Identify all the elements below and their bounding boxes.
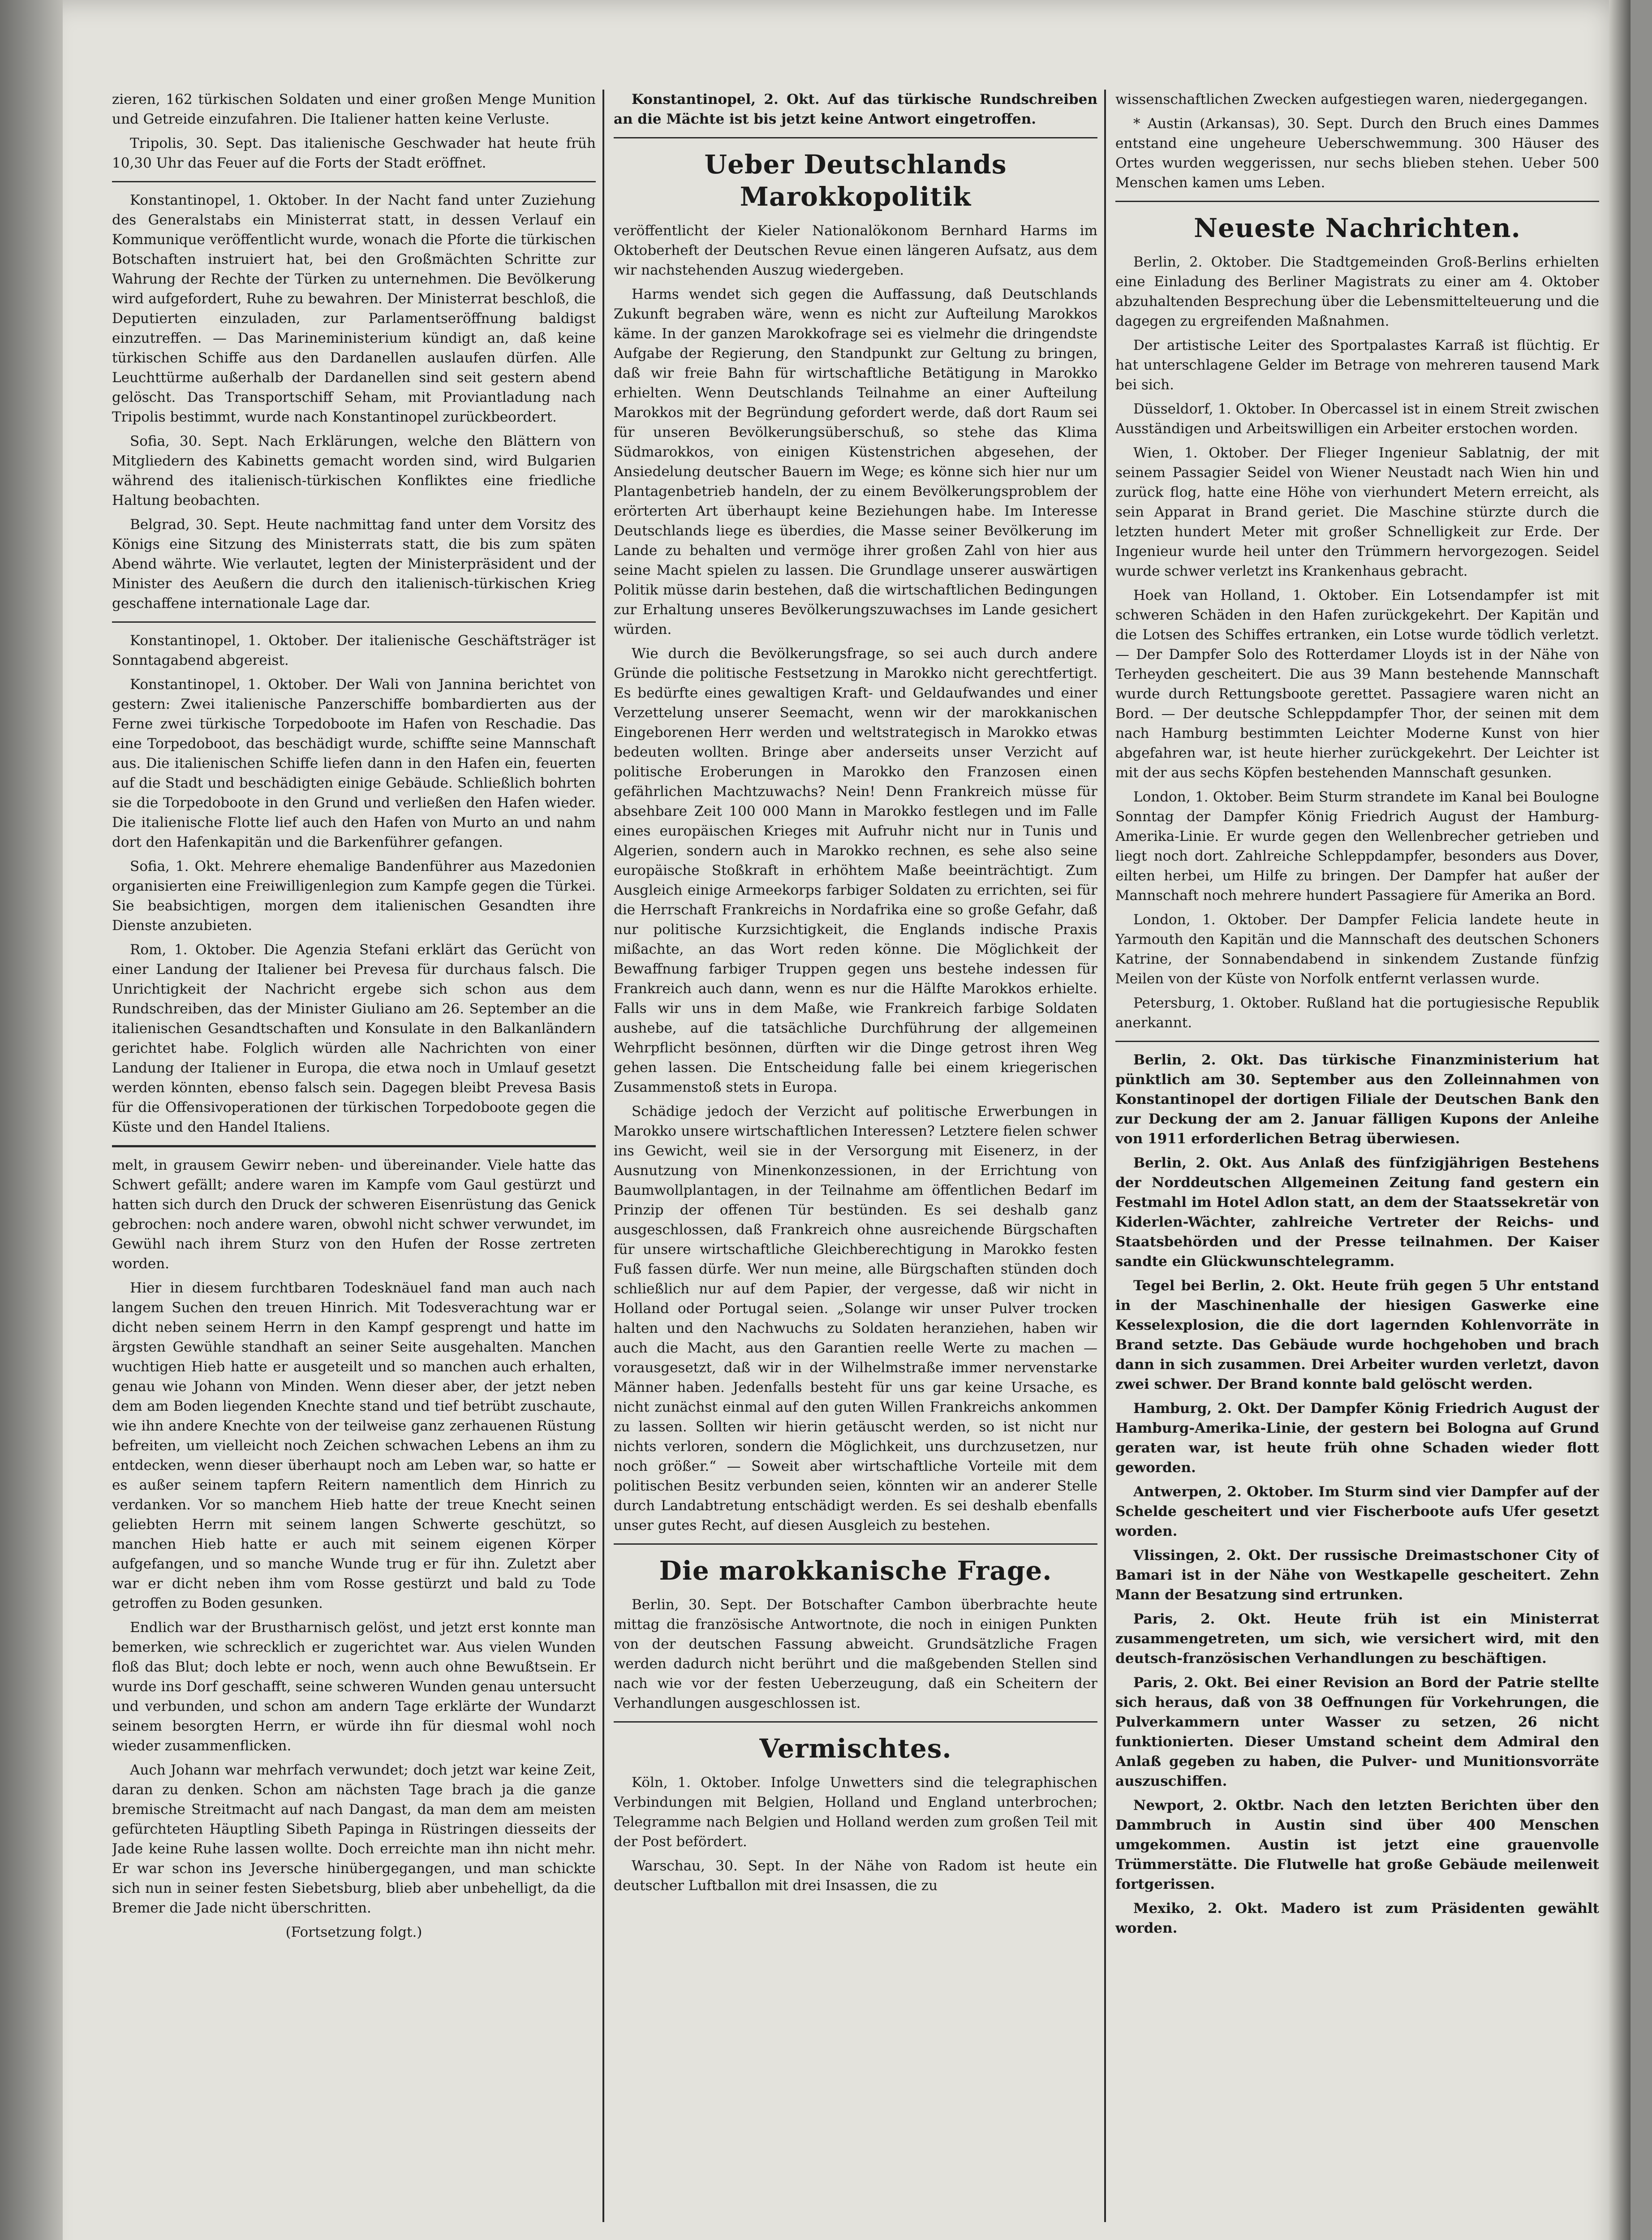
telegram-item: Antwerpen, 2. Oktober. Im Sturm sind vier Dampfer auf der Schelde gescheitert und vier Fischerboote aufs Ufer gesetzt worden. bbox=[1115, 1484, 1599, 1539]
telegram-item: Paris, 2. Okt. Heute früh ist ein Ministerrat zusammengetreten, um sich, wie versichert wird, mit den deutsch-französischen Verhandlungen zu beschäftigen. bbox=[1115, 1611, 1599, 1667]
section-divider bbox=[1115, 1041, 1599, 1042]
news-item: Wien, 1. Oktober. Der Flieger Ingenieur Sablatnig, der mit seinem Passagier Seidel von Wiener Neustadt nach Wien hin und zurück flog, hatte eine Höhe von vierhundert Metern erreicht, als sein Apparat in Brand geriet. Die Maschine stürzte durch die letzten hundert Meter mit großer Schnelligkeit zur Erde. Der Ingenieur wurde heil unter den Trümmern hervorgezogen. Seidel wurde schwer verletzt ins Krankenhaus gebracht. bbox=[1115, 445, 1599, 579]
news-item: Düsseldorf, 1. Oktober. In Obercassel ist in einem Streit zwischen Ausständigen und Arbeitswilligen ein Arbeiter erstochen worden. bbox=[1115, 401, 1599, 437]
article-paragraph: wissenschaftlichen Zwecken aufgestiegen waren, niedergegangen. bbox=[1115, 91, 1588, 108]
telegram-item: Mexiko, 2. Okt. Madero ist zum Präsidenten gewählt worden. bbox=[1115, 1900, 1599, 1936]
article-paragraph: Konstantinopel, 1. Oktober. Der italienische Geschäftsträger ist Sonntagabend abgereist. bbox=[112, 633, 596, 668]
telegram-item: Tegel bei Berlin, 2. Okt. Heute früh gegen 5 Uhr entstand in der Maschinenhalle der hiesigen Gaswerke eine Kesselexplosion, die die dort lagernden Kohlenvorräte in Brand setzte. Das Gebäude wurde hochgehoben und brach dann in sich zusammen. Drei Arbeiter wurden verletzt, davon zwei schwer. Der Brand konnte bald gelöscht werden. bbox=[1115, 1278, 1599, 1392]
feuilleton-divider bbox=[112, 1145, 596, 1147]
continuation-note: (Fortsetzung folgt.) bbox=[285, 1924, 422, 1940]
serial-paragraph: melt, in grausem Gewirr neben- und übereinander. Viele hatte das Schwert gefällt; andere waren im Kampfe vom Gaul gestürzt und hatten sich durch den Druck der schweren Eisenrüstung das Genick gebrochen: noch andere waren, obwohl nicht schwer verwundet, im Gewühl nach ihrem Sturz von den Hufen der Rosse zertreten worden. bbox=[112, 1157, 596, 1272]
section-divider bbox=[112, 621, 596, 623]
article-paragraph: * Austin (Arkansas), 30. Sept. Durch den Bruch eines Dammes entstand eine ungeheure Ueberschwemmung. 300 Häuser des Ortes wurden weggerissen, nur sechs blieben stehen. Ueber 500 Menschen kamen ums Leben. bbox=[1115, 116, 1599, 191]
column-middle bbox=[614, 90, 1097, 2222]
serial-paragraph: Hier in diesem furchtbaren Todesknäuel fand man auch nach langem Suchen den treuen Hinrich. Mit Todesverachtung war er dicht neben seinem Herrn in den Kampf gesprengt und hatte im ärgsten Gewühle standhaft an seiner Seite ausgehalten. Manchen wuchtigen Hieb hatte er ausgeteilt und so manchen auch erhalten, genau wie Johann von Minden. Wenn dieser aber, der jetzt neben dem am Boden liegenden Knechte stand und tief betrübt zuschaute, wie ihn andere Knechte von der teilweise ganz zerhauenen Rüstung befreiten, um vielleicht noch Zeichen schwachen Lebens an ihm zu entdecken, wenn dieser überhaupt noch am Leben war, so hatte er es außer seinem tapfern Reitern namentlich dem Hinrich zu verdanken. Vor so manchem Hieb hatte der treue Knecht seinen geliebten Herrn mit seinem langen Schwerte geschützt, so manchen Hieb hatte er auch mit seinem eigenen Körper aufgefangen, und so manche Wunde trug er für ihn. Zuletzt aber war er dicht neben ihm vom Rosse gestürzt und bald zu Tode getroffen zu Boden gesunken. bbox=[112, 1280, 596, 1611]
heading-neueste-nachrichten: Neueste Nachrichten. bbox=[1194, 213, 1521, 243]
column-left bbox=[112, 90, 596, 2222]
article-paragraph: Belgrad, 30. Sept. Heute nachmittag fand unter dem Vorsitz des Königs eine Sitzung des Ministerrats statt, die bis zum späten Abend währte. Wie verlautet, legten der Ministerpräsident und der Minister des Aeußern die durch den italienisch-türkischen Krieg geschaffene internationale Lage dar. bbox=[112, 517, 596, 612]
news-item: Hoek van Holland, 1. Oktober. Ein Lotsendampfer ist mit schweren Schäden in den Hafen zurückgekehrt. Der Kapitän und die Lotsen des Schiffes ertranken, ein Lotse wurde tödlich verletzt. — Der Dampfer Solo des Rotterdamer Lloyds ist in der Nähe von Terheyden gescheitert. Die aus 39 Mann bestehende Mannschaft wurde durch Rettungsboote gerettet. Passagiere waren nicht an Bord. — Der deutsche Schleppdampfer Thor, der seinen mit dem nach Hamburg bestimmten Leichter Moderne Kunst von hier abgefahren war, ist heute hierher zurückgekehrt. Der Leichter ist mit der aus sechs Köpfen bestehenden Mannschaft gesunken. bbox=[1115, 587, 1599, 781]
news-item: Petersburg, 1. Oktober. Rußland hat die portugiesische Republik anerkannt. bbox=[1115, 995, 1599, 1031]
article-paragraph: Harms wendet sich gegen die Auffassung, daß Deutschlands Zukunft begraben wäre, wenn es nicht zur Aufteilung Marokkos käme. In der ganzen Marokkofrage sei es vielmehr die dringendste Aufgabe der Regierung, den Standpunkt zur Geltung zu bringen, daß wir freie Bahn für wirtschaftliche Betätigung in Marokko erhielten. Wenn Deutschlands Teilnahme an einer Aufteilung Marokkos mit der Begründung gefordert werde, daß dort Raum sei für unseren Bevölkerungsüberschuß, so stehe das Klima Südmarokkos, von einigen Küstenstrichen abgesehen, der Ansiedelung deutscher Bauern im Wege; es könne sich hier nur um Plantagenbetrieb handeln, der zu einem Bevölkerungsproblem der erörterten Art überhaupt keine Beziehungen habe. Im Interesse Deutschlands liege es überdies, die Masse seiner Bevölkerung im Lande zu behalten und vermöge ihrer großen Zahl von hier aus seine Macht spielen zu lassen. Die Grundlage unserer auswärtigen Politik müsse darin bestehen, daß die wirtschaftlichen Bedingungen zur Erhaltung unseres Bevölkerungszuwachses im Lande gesichert würden. bbox=[614, 286, 1097, 638]
article-paragraph: zieren, 162 türkischen Soldaten und einer großen Menge Munition und Getreide einzufahren. Die Italiener hatten keine Verluste. bbox=[112, 91, 596, 127]
article-paragraph: Tripolis, 30. Sept. Das italienische Geschwader hat heute früh 10,30 Uhr das Feuer auf die Forts der Stadt eröffnet. bbox=[112, 135, 596, 171]
article-paragraph: veröffentlicht der Kieler Nationalökonom Bernhard Harms im Oktoberheft der Deutschen Revue einen längeren Aufsatz, aus dem wir nachstehenden Auszug wiedergeben. bbox=[614, 223, 1097, 278]
heading-marokkanische-frage: Die marokkanische Frage. bbox=[659, 1555, 1052, 1586]
heading-vermischtes: Vermischtes. bbox=[759, 1733, 952, 1764]
article-paragraph: Schädige jedoch der Verzicht auf politische Erwerbungen in Marokko unsere wirtschaftlichen Interessen? Letztere fielen schwer ins Gewicht, weil sie in der Versorgung mit Eisenerz, in der Ausnutzung von Minenkonzessionen, in der Errichtung von Baumwollplantagen, in der Teilnahme am öffentlichen Bedarf im Prinzip der offenen Tür bestünden. Es sei deshalb ganz ausgeschlossen, daß Frankreich ohne ausreichende Bürgschaften für unsere wirtschaftliche Gleichberechtigung in Marokko festen Fuß fassen dürfe. Wer nun meine, alle Bürgschaften stünden doch schließlich nur auf dem Papier, der vergesse, daß wir nicht in Holland oder Portugal seien. „Solange wir unser Pulver trocken halten und den Nachwuchs zu Soldaten heranziehen, haben wir auch die Macht, aus den Garantien reelle Werte zu machen — vorausgesetzt, daß wir in der Wilhelmstraße immer nervenstarke Männer haben. Jedenfalls besteht für uns gar keine Ursache, es nicht zunächst einmal auf den guten Willen Frankreichs ankommen zu lassen. Sollten wir hierin getäuscht werden, so ist nicht nur nichts verloren, sondern die Möglichkeit, uns durchzusetzen, nur noch größer.“ — Soweit aber wirtschaftliche Vorteile mit dem politischen Besitz verbunden seien, könnten wir an anderer Stelle durch Landabtretung entschädigt werden. Es sei deshalb ebenfalls unser gutes Recht, auf diesen Ausgleich zu bestehen. bbox=[614, 1103, 1097, 1534]
article-paragraph: Sofia, 1. Okt. Mehrere ehemalige Bandenführer aus Mazedonien organisierten eine Freiwilligenlegion zum Kampfe gegen die Türkei. Sie beabsichtigen, morgen dem italienischen Gesandten ihre Dienste anzubieten. bbox=[112, 858, 596, 934]
telegram-item: Berlin, 2. Okt. Das türkische Finanzministerium hat pünktlich am 30. September aus den Zolleinnahmen von Konstantinopel der dortigen Filiale der Deutschen Bank den zur Deckung der am 2. Januar fälligen Kupons der Anleihe von 1911 erforderlichen Betrag überwiesen. bbox=[1115, 1052, 1599, 1147]
article-paragraph: Berlin, 30. Sept. Der Botschafter Cambon überbrachte heute mittag die französische Antwortnote, die noch in einigen Punkten von der deutschen Fassung abweicht. Grundsätzliche Fragen werden dadurch nicht berührt und die maßgebenden Stellen sind nach wie vor der festen Ueberzeugung, daß ein Scheitern der Verhandlungen ausgeschlossen ist. bbox=[614, 1597, 1097, 1711]
article-paragraph: Wie durch die Bevölkerungsfrage, so sei auch durch andere Gründe die politische Festsetzung in Marokko nicht gerechtfertigt. Es bedürfte eines gewaltigen Kraft- und Geldaufwandes und einer Verzettelung unserer Seemacht, wenn wir der marokkanischen Eingeborenen Herr werden und weltstrategisch in Marokko etwas bedeuten wollten. Bringe aber anderseits unser Verzicht auf politische Eroberungen in Marokko den Franzosen einen gefährlichen Machtzuwachs? Nein! Denn Frankreich müsse für absehbare Zeit 100 000 Mann in Marokko festlegen und im Falle eines europäischen Krieges mit Aufruhr nicht nur in Tunis und Algerien, sondern auch in Marokko rechnen, es sehe also seine europäische Stoßkraft in erhöhtem Maße beeinträchtigt. Zum Ausgleich einige Armeekorps farbiger Soldaten zu errichten, sei für die Herrschaft Frankreichs in Nordafrika eine so große Gefahr, daß nur politische Kurzsichtigkeit, die Englands indische Praxis mißachte, an das Wort reden könne. Die Möglichkeit der Bewaffnung farbiger Truppen gegen uns bestehe indessen für Frankreich auch dann, wenn es nur die Hälfte Marokkos erhielte. Falls wir uns in dem Maße, wie Frankreich farbige Soldaten aushebe, auf die tatsächliche Durchführung der allgemeinen Wehrpflicht besönnen, dürften wir die Dinge getrost ihren Weg gehen lassen. Die Entscheidung falle bei einem kriegerischen Zusammenstoß stets in Europa. bbox=[614, 646, 1097, 1095]
heading-marokkopolitik: Ueber Deutschlands Marokkopolitik bbox=[704, 149, 1007, 212]
section-divider bbox=[112, 181, 596, 182]
serial-paragraph: Endlich war der Brustharnisch gelöst, und jetzt erst konnte man bemerken, wie schrecklich er zugerichtet war. Aus vielen Wunden floß das Blut; doch lebte er noch, wenn auch ohne Bewußtsein. Er wurde ins Dorf geschafft, seine schweren Wunden genau untersucht und verbunden, und schon am andern Tage erklärte der Wundarzt seinem besorgten Herrn, er würde ihn für diesmal wohl noch wieder zusammenflicken. bbox=[112, 1620, 596, 1754]
article-paragraph: Konstantinopel, 2. Okt. Auf das türkische Rundschreiben an die Mächte ist bis jetzt keine Antwort eingetroffen. bbox=[614, 91, 1097, 127]
news-item: Berlin, 2. Oktober. Die Stadtgemeinden Groß-Berlins erhielten eine Einladung des Berliner Magistrats zu einer am 4. Oktober abzuhaltenden Besprechung über die Lebensmittelteuerung und die dagegen zu ergreifenden Maßnahmen. bbox=[1115, 254, 1599, 329]
serial-paragraph: Auch Johann war mehrfach verwundet; doch jetzt war keine Zeit, daran zu denken. Schon am nächsten Tage brach ja die ganze bremische Streitmacht auf nach Dangast, da man dem am meisten gefürchteten Häuptling Sibeth Papinga in Rüstringen diesseits der Jade keine Ruhe lassen wollte. Doch erreichte man ihn nicht mehr. Er war schon ins Jeversche hinübergegangen, und man schickte sich nun in seiner festen Siebetsburg, blieb aber unbehelligt, da die Bremer die Jade nicht überschritten. bbox=[112, 1762, 596, 1916]
news-item: London, 1. Oktober. Beim Sturm strandete im Kanal bei Boulogne Sonntag der Dampfer König Friedrich August der Hamburg-Amerika-Linie. Er wurde gegen den Wellenbrecher getrieben und liegt noch dort. Zahlreiche Schleppdampfer, besonders aus Dover, eilten herbei, um Hilfe zu bringen. Der Dampfer hat außer der Mannschaft noch mehrere hundert Passagiere für Amerika an Bord. bbox=[1115, 789, 1599, 904]
section-divider bbox=[614, 1721, 1097, 1723]
column-right bbox=[1115, 90, 1599, 2222]
section-divider bbox=[1115, 201, 1599, 202]
telegram-item: Newport, 2. Oktbr. Nach den letzten Berichten über den Dammbruch in Austin sind über 400 Menschen umgekommen. Austin ist jetzt eine grauenvolle Trümmerstätte. Die Flutwelle hat große Gebäude meilenweit fortgerissen. bbox=[1115, 1797, 1599, 1892]
news-item: Der artistische Leiter des Sportpalastes Karraß ist flüchtig. Er hat unterschlagene Gelder im Betrage von mehreren tausend Mark bei sich. bbox=[1115, 337, 1599, 393]
column-rule-left bbox=[602, 90, 604, 2222]
telegram-item: Vlissingen, 2. Okt. Der russische Dreimastschoner City of Bamari ist in der Nähe von Westkapelle gescheitert. Zehn Mann der Besatzung sind ertrunken. bbox=[1115, 1547, 1599, 1603]
article-paragraph: Sofia, 30. Sept. Nach Erklärungen, welche den Blättern von Mitgliedern des Kabinetts gemacht worden sind, wird Bulgarien während des italienisch-türkischen Konfliktes eine friedliche Haltung beobachten. bbox=[112, 433, 596, 508]
article-paragraph: Köln, 1. Oktober. Infolge Unwetters sind die telegraphischen Verbindungen mit Belgien, Holland und England unterbrochen; Telegramme nach Belgien und Holland werden zum großen Teil mit der Post befördert. bbox=[614, 1775, 1097, 1850]
article-paragraph: Rom, 1. Oktober. Die Agenzia Stefani erklärt das Gerücht von einer Landung der Italiener bei Prevesa für durchaus falsch. Die Unrichtigkeit der Nachricht ergebe sich schon aus dem Rundschreiben, das der Minister Giuliano am 26. September an die italienischen Gesandtschaften und Konsulate in den Balkanländern gerichtet habe. Folglich würden alle Nachrichten von einer Landung der Italiener in Europa, die etwa noch in Umlauf gesetzt werden könnten, ebenso falsch sein. Dagegen bleibt Prevesa Basis für die Offensivoperationen der türkischen Torpedoboote gegen die Küste und den Handel Italiens. bbox=[112, 942, 596, 1135]
book-binding bbox=[0, 0, 63, 2240]
article-paragraph: Warschau, 30. Sept. In der Nähe von Radom ist heute ein deutscher Luftballon mit drei Insassen, die zu bbox=[614, 1858, 1097, 1894]
section-divider bbox=[614, 137, 1097, 138]
telegram-item: Berlin, 2. Okt. Aus Anlaß des fünfzigjährigen Bestehens der Norddeutschen Allgemeinen Zeitung fand gestern ein Festmahl im Hotel Adlon statt, an dem der Staatssekretär von Kiderlen-Wächter, zahlreiche Vertreter der Reichs- und Staatsbehörden und der Presse teilnahmen. Der Kaiser sandte ein Glückwunschtelegramm. bbox=[1115, 1155, 1599, 1270]
telegram-item: Paris, 2. Okt. Bei einer Revision an Bord der Patrie stellte sich heraus, daß von 38 Oeffnungen für Vorkehrungen, die Pulverkammern unter Wasser zu setzen, 26 nicht funktionierten. Dieser Umstand scheint dem Admiral den Anlaß gegeben zu haben, die Pulver- und Munitionsvorräte auszuschiffen. bbox=[1115, 1675, 1599, 1789]
section-divider bbox=[614, 1543, 1097, 1545]
telegram-item: Hamburg, 2. Okt. Der Dampfer König Friedrich August der Hamburg-Amerika-Linie, der gestern bei Bologna auf Grund geraten war, ist heute früh ohne Schaden wieder flott geworden. bbox=[1115, 1400, 1599, 1476]
column-rule-right bbox=[1104, 90, 1106, 2222]
news-item: London, 1. Oktober. Der Dampfer Felicia landete heute in Yarmouth den Kapitän und die Mannschaft des deutschen Schoners Katrine, der Sonnabendabend in sinkendem Zustande fünfzig Meilen von der Küste von Norfolk entfernt verlassen wurde. bbox=[1115, 912, 1599, 987]
article-paragraph: Konstantinopel, 1. Oktober. Der Wali von Jannina berichtet von gestern: Zwei italienische Panzerschiffe bombardierten aus der Ferne zwei türkische Torpedoboote im Hafen von Reschadie. Das eine Torpedoboot, das beschädigt wurde, schiffte seine Mannschaft aus. Die italienischen Schiffe liefen dann in den Hafen ein, feuerten auf die Stadt und beschädigten einige Gebäude. Schließlich bohrten sie die Torpedoboote in den Grund und verließen den Hafen wieder. Die italienische Flotte lief auch den Hafen von Murto an und nahm dort den Hafenkapitän und die Barkenführer gefangen. bbox=[112, 676, 596, 850]
article-paragraph: Konstantinopel, 1. Oktober. In der Nacht fand unter Zuziehung des Generalstabs ein Ministerrat statt, in dessen Verlauf ein Kommunique veröffentlicht wurde, wonach die Pforte die türkischen Botschaften instruiert hat, bei den Großmächten Schritte zur Wahrung der Rechte der Türken zu unternehmen. Die Bevölkerung wird aufgefordert, Ruhe zu bewahren. Der Ministerrat beschloß, die Deputierten einzuladen, zur Parlamentseröffnung baldigst einzutreffen. — Das Marineministerium kündigt an, daß keine türkischen Schiffe aus den Dardanellen auslaufen dürfen. Alle Leuchttürme außerhalb der Dardanellen sind seit gestern abend gelöscht. Das Transportschiff Seham, mit Proviantladung nach Tripolis bestimmt, wurde nach Konstantinopel zurückbeordert. bbox=[112, 192, 596, 425]
page-edge-shadow bbox=[1609, 0, 1630, 2240]
